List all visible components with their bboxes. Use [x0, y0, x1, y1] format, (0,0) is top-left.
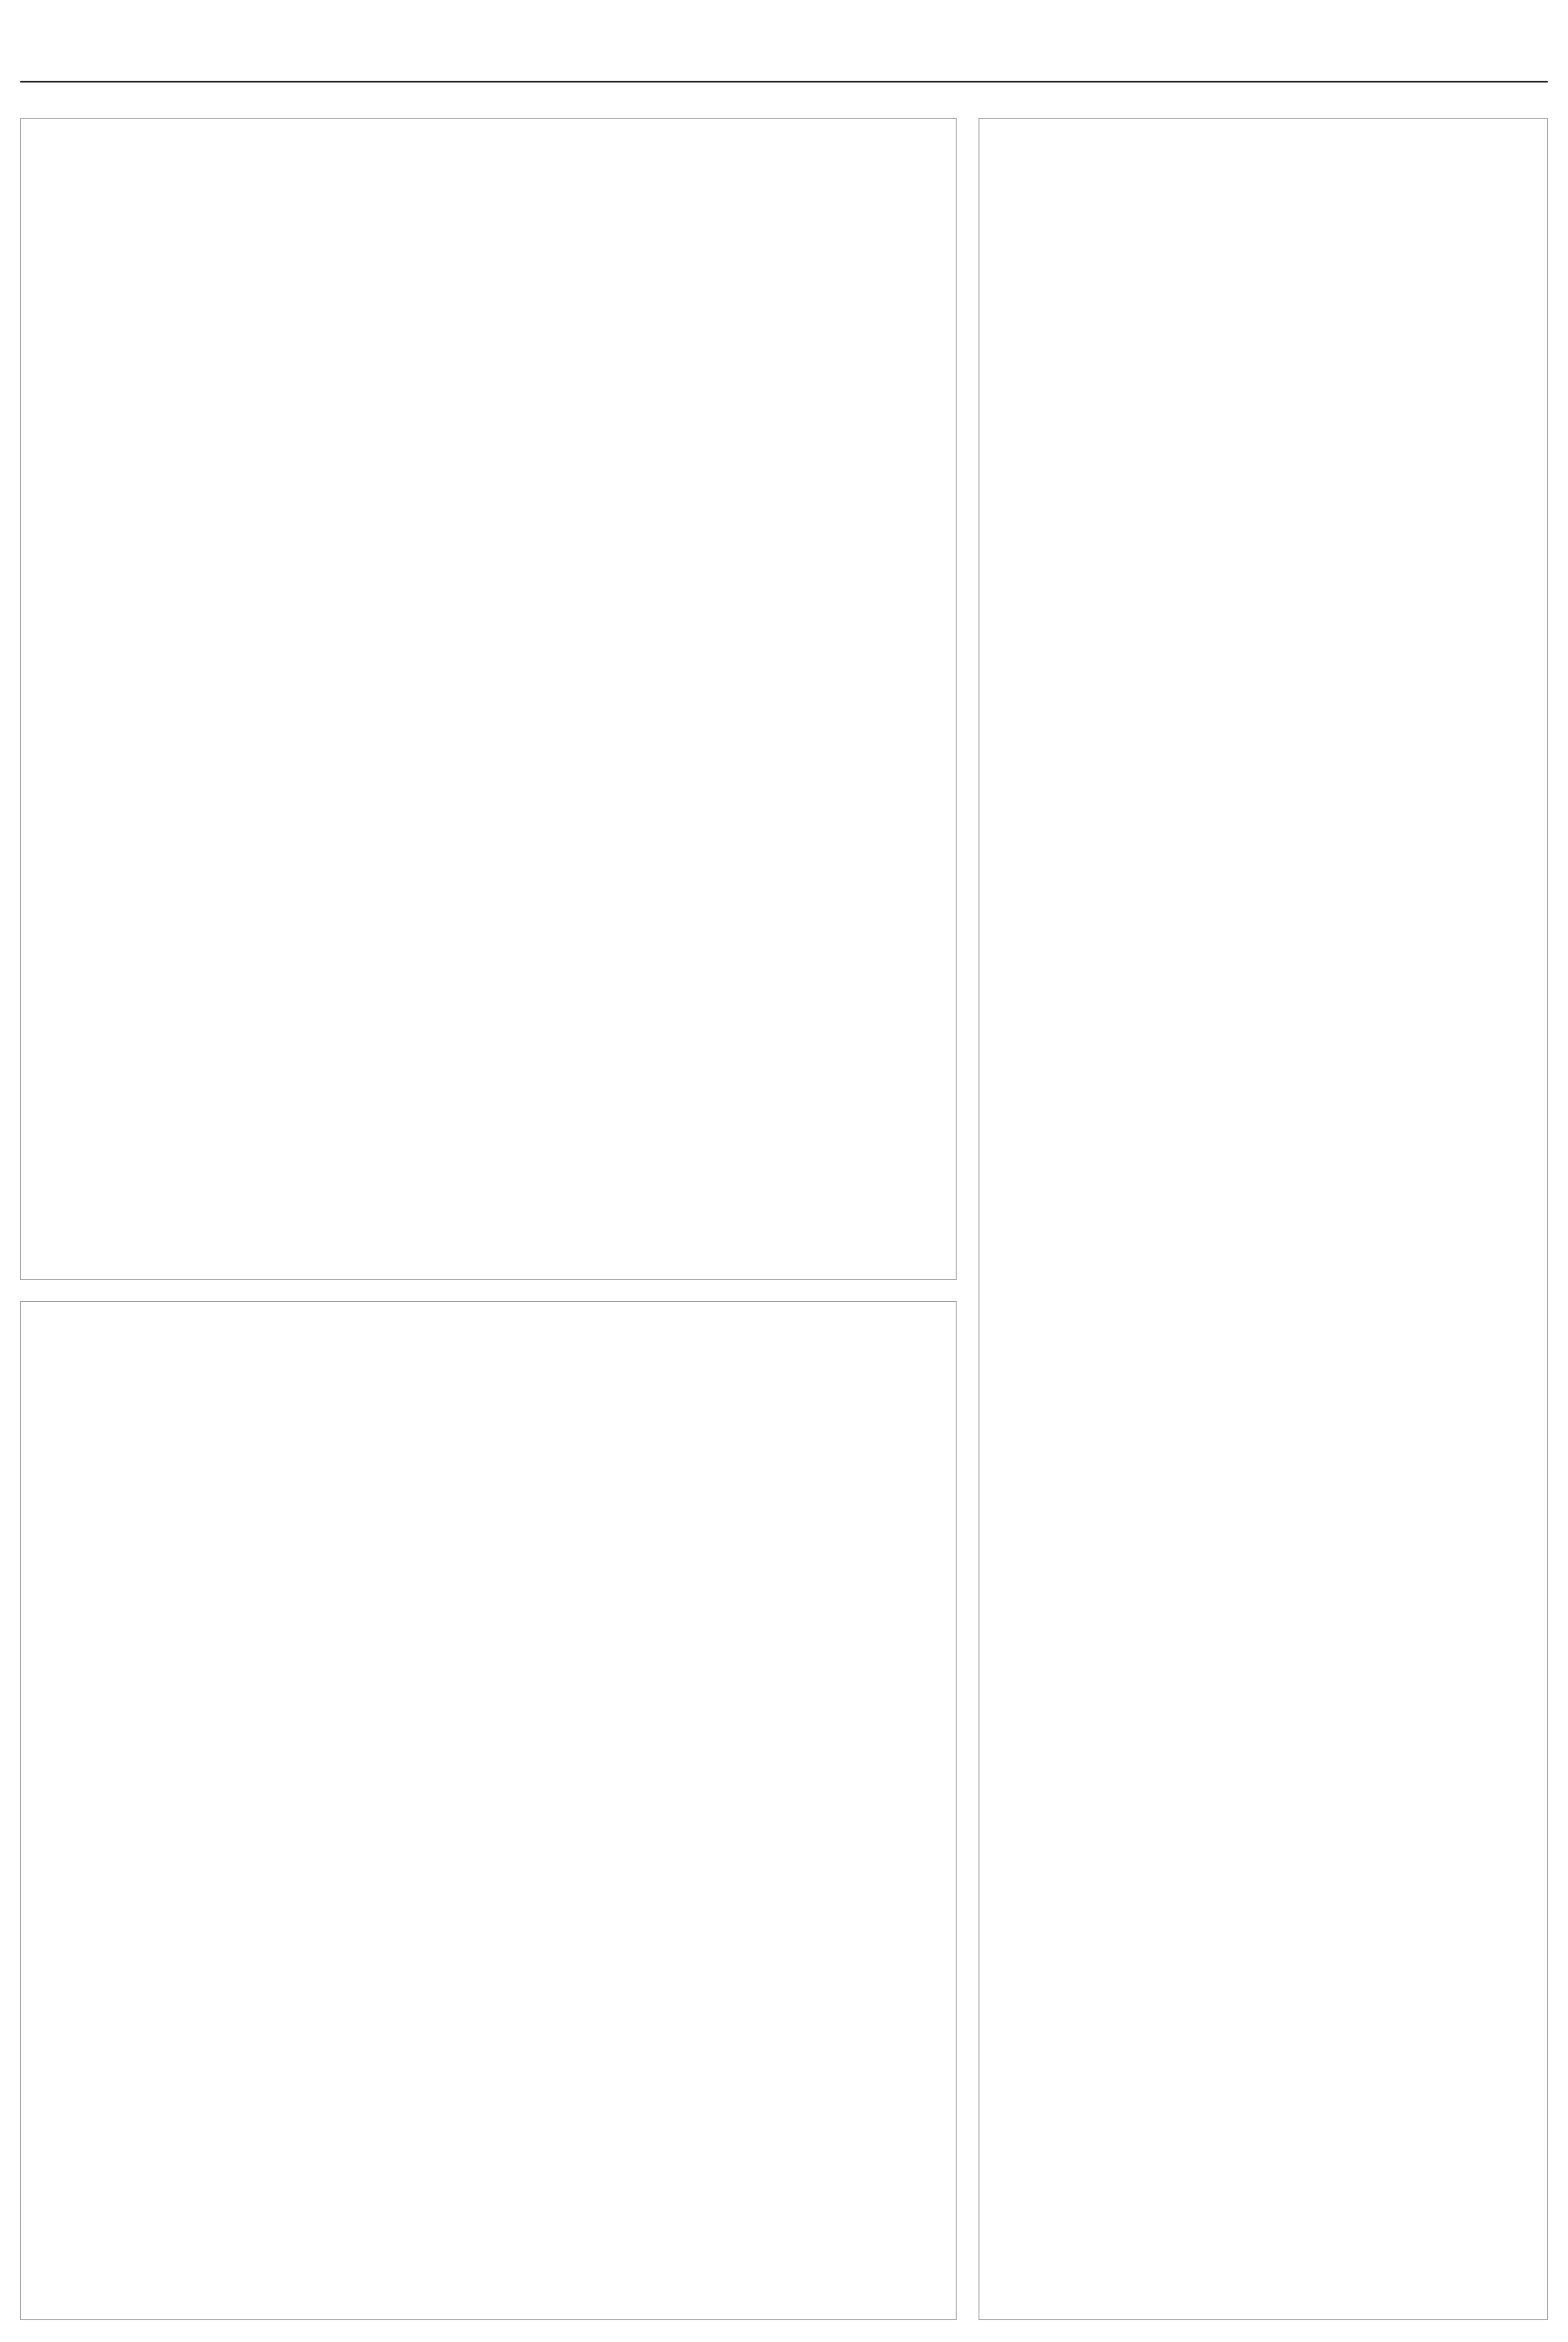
- contact-line: [20, 89, 1548, 109]
- right-body: [1001, 255, 1525, 356]
- top-left-headline: [43, 169, 934, 218]
- bottom-left-article: [20, 1301, 957, 2320]
- right-byline: [1001, 225, 1525, 243]
- masthead: [20, 15, 1548, 83]
- bottom-left-kicker: [43, 1322, 934, 1346]
- top-left-body: [43, 255, 934, 356]
- top-left-kicker: [43, 139, 934, 163]
- left-column: [20, 118, 957, 2320]
- top-left-article: [20, 118, 957, 1280]
- bottom-left-byline: [43, 1408, 934, 1427]
- article-layout: [20, 118, 1548, 2320]
- right-kicker: [1001, 139, 1525, 163]
- right-article: [979, 118, 1548, 2320]
- right-column: [979, 118, 1548, 2320]
- right-headline: [1001, 169, 1525, 218]
- bottom-left-body: [43, 1438, 934, 1539]
- bottom-left-headline: [43, 1352, 934, 1401]
- top-left-byline: [43, 225, 934, 243]
